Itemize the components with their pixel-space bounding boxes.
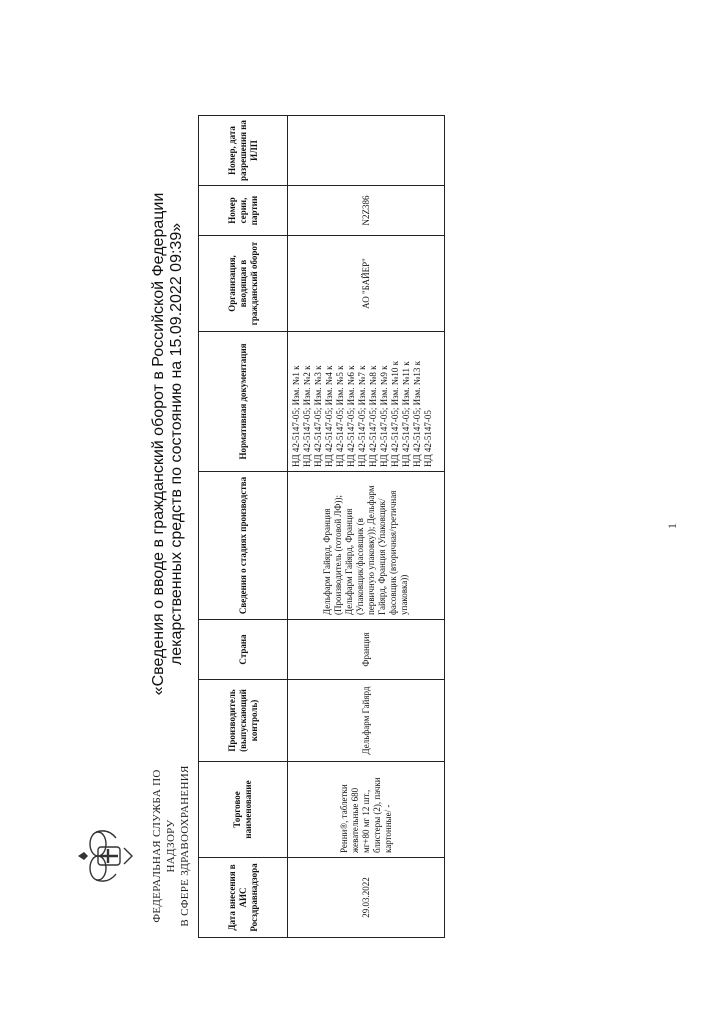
title-line-1: «Сведения о вводе в гражданский оборот в Российской Федерации	[150, 192, 167, 696]
column-header: Номер серии, партии	[199, 186, 288, 236]
normative-doc-line: НД 42-5147-05; Изм. №6 к	[346, 365, 356, 467]
cell-manufacturer: Дельфарм Гайярд	[288, 680, 445, 762]
normative-doc-line: НД 42-5147-05; Изм. №8 к	[368, 365, 378, 467]
normative-doc-line: НД 42-5147-05; Изм. №11 к	[401, 361, 411, 467]
cell-organization: АО "БАЙЕР"	[288, 236, 445, 332]
normative-doc-line: НД 42-5147-05; Изм. №4 к	[324, 365, 334, 467]
cell-country: Франция	[288, 620, 445, 680]
document-title	[150, 164, 186, 724]
page-number: 1	[665, 523, 679, 529]
table-header-row	[199, 116, 288, 938]
cell-stages: Дельфарм Гайярд, Франция (Производитель (готовой ЛФ)); Дельфарм Гайярд, Франция (Упаковщик/фасовщик (в первичную упаковку)); Дельфарм Гайярд, Франция (Упаковщик/фасовщик (вторичная/третичная упаковка))	[288, 472, 445, 620]
normative-doc-line: НД 42-5147-05; Изм. №3 к	[313, 365, 323, 467]
normative-doc-line: НД 42-5147-05; Изм. №2 к	[302, 365, 312, 467]
agency-name-line: В СФЕРЕ ЗДРАВООХРАНЕНИЯ	[179, 765, 191, 927]
cell-batch: N2Z386	[288, 186, 445, 236]
coat-of-arms-emblem-icon	[72, 826, 136, 886]
cell-permit	[288, 116, 445, 186]
normative-doc-line: НД 42-5147-05; Изм. №7 к	[357, 365, 367, 467]
agency-name	[150, 746, 192, 946]
table-row	[288, 116, 445, 938]
normative-doc-line: НД 42-5147-05; Изм. №10 к	[390, 361, 400, 467]
cell-trade-name: Ренни®, таблетки жевательные 680 мг+80 мг 12 шт., блистеры (2), пачки картонные/ -	[288, 762, 445, 858]
cell-normative-docs	[288, 332, 445, 472]
column-header: Страна	[199, 620, 288, 680]
normative-doc-line: НД 42-5147-05; Изм. №13 к	[412, 361, 422, 467]
column-header: Сведения о стадиях производства	[199, 472, 288, 620]
column-header: Дата внесения в АИС Росздравнадзора	[199, 858, 288, 938]
normative-doc-line: НД 42-5147-05	[423, 410, 433, 467]
agency-name-line: ФЕДЕРАЛЬНАЯ СЛУЖБА ПО НАДЗОРУ	[151, 769, 177, 923]
column-header: Нормативная документация	[199, 332, 288, 472]
column-header: Производитель (выпускающий контроль)	[199, 680, 288, 762]
title-line-2: лекарственных средств по состоянию на 15.09.2022 09:39»	[168, 222, 185, 666]
normative-doc-line: НД 42-5147-05; Изм. №5 к	[335, 365, 345, 467]
normative-doc-line: НД 42-5147-05; Изм. №9 к	[379, 365, 389, 467]
column-header: Номер, дата разрешения на ИЛП	[199, 116, 288, 186]
column-header: Организация, вводящая в гражданский оборот	[199, 236, 288, 332]
drug-circulation-table	[198, 115, 445, 938]
column-header: Торговое наименование	[199, 762, 288, 858]
cell-date: 29.03.2022	[288, 858, 445, 938]
normative-doc-line: НД 42-5147-05; Изм. №1 к	[291, 365, 301, 467]
